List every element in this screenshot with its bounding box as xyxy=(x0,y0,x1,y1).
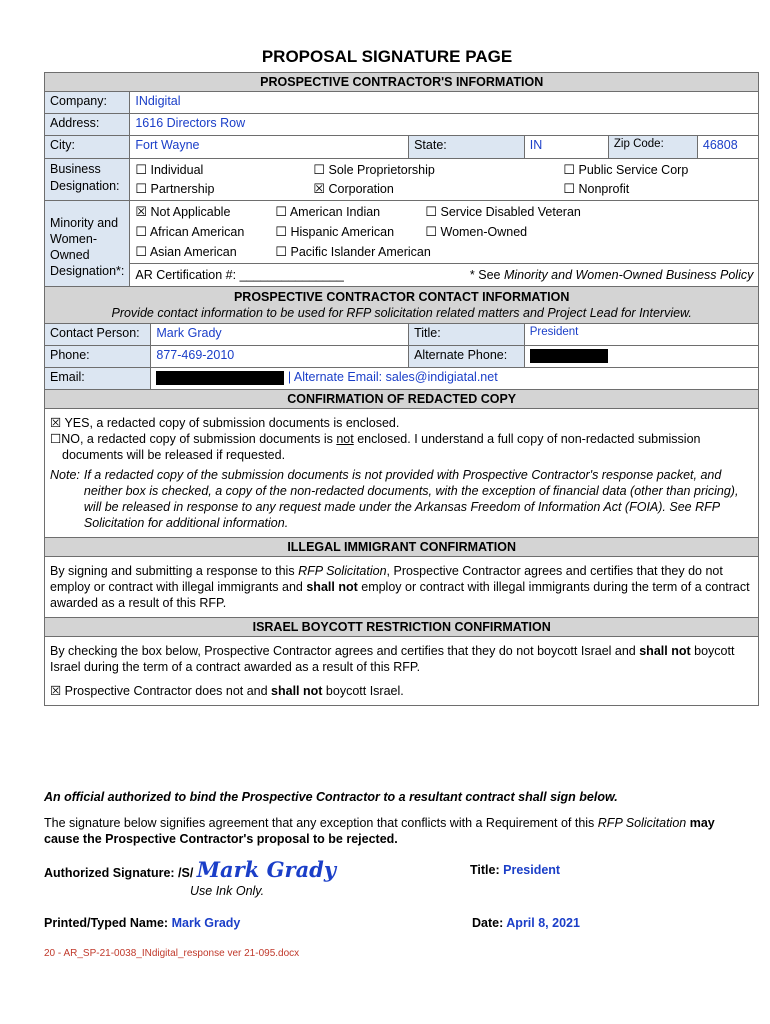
minority-designation-label: Minority and Women-Owned Designation*: xyxy=(45,201,130,287)
minority-option-service-disabled-veteran[interactable]: ☐ Service Disabled Veteran xyxy=(425,204,581,219)
minority-option-not-applicable[interactable]: ☒ Not Applicable xyxy=(135,204,231,219)
alternate-phone-value[interactable] xyxy=(524,346,759,368)
authorized-signature[interactable]: Mark Grady xyxy=(196,857,337,882)
title-value[interactable]: President xyxy=(524,324,759,346)
redacted-note: Note: If a redacted copy of the submission documents is not provided with Prospective Contractor's response packet, and neither box is checked, a copy of the non-redacted documents, with the exception of financial data (other than pricing), will be released in response to any request made under the Arkansas Freedom of Information Act (FOIA). See RFP Solicitation for additional information. xyxy=(50,468,739,530)
business-option-nonprofit[interactable]: ☐ Nonprofit xyxy=(563,181,630,196)
email-label: Email: xyxy=(45,368,151,390)
redacted-no-option[interactable]: ☐NO, a redacted copy of submission documents is not enclosed. I understand a full copy of non-redacted submission documents will be released if requested. xyxy=(50,432,701,462)
minority-option-hispanic-american[interactable]: ☐ Hispanic American xyxy=(275,224,395,239)
address-label: Address: xyxy=(45,114,130,136)
company-value[interactable]: INdigital xyxy=(130,92,759,114)
phone-value[interactable]: 877-469-2010 xyxy=(151,346,409,368)
address-value[interactable]: 1616 Directors Row xyxy=(130,114,759,136)
city-value[interactable]: Fort Wayne xyxy=(130,136,409,159)
illegal-immigrant-text: By signing and submitting a response to this RFP Solicitation, Prospective Contractor agrees and certifies that they do not employ or contract with illegal immigrants and shall not employ or contract with illegal immigrants during the term of a contract awarded as a result of this RFP. xyxy=(45,557,759,618)
redacted-copy-section xyxy=(45,409,759,538)
email-value[interactable] xyxy=(151,368,759,390)
signature-title: Title: President xyxy=(470,863,561,877)
alternate-email: | Alternate Email: sales@indigiatal.net xyxy=(287,370,498,384)
page-title: PROPOSAL SIGNATURE PAGE xyxy=(261,47,513,66)
redaction-block xyxy=(156,371,284,385)
israel-boycott-text: By checking the box below, Prospective Contractor agrees and certifies that they do not boycott Israel and shall not boycott Israel during the term of a contract awarded as a result of this RFP. xyxy=(50,644,735,674)
redaction-block xyxy=(530,349,608,363)
signature-form xyxy=(44,72,759,706)
contact-person-value[interactable]: Mark Grady xyxy=(151,324,409,346)
israel-boycott-checkbox[interactable]: ☒ Prospective Contractor does not and shall not boycott Israel. xyxy=(50,684,404,698)
printed-name-value[interactable]: Mark Grady xyxy=(171,916,241,930)
zip-value[interactable]: 46808 xyxy=(702,138,738,152)
authorized-signature-label: Authorized Signature: /S/ xyxy=(44,866,194,880)
contact-info-header: PROSPECTIVE CONTRACTOR CONTACT INFORMATION Provide contact information to be used for RFP solicitation related matters and Project Lead for Interview. xyxy=(45,287,759,324)
contact-info-subheader: Provide contact information to be used for RFP solicitation related matters and Project Lead for Interview. xyxy=(111,306,692,320)
alternate-phone-label: Alternate Phone: xyxy=(409,346,525,368)
redacted-copy-header: CONFIRMATION OF REDACTED COPY xyxy=(45,390,759,409)
printed-name-row xyxy=(44,916,730,930)
contact-person-label: Contact Person: xyxy=(45,324,151,346)
signature-row xyxy=(44,857,730,882)
israel-boycott-section xyxy=(45,637,759,706)
ink-note: Use Ink Only. xyxy=(190,884,265,898)
footer-filename: 20 - AR_SP-21-0038_INdigital_response ver 21-095.docx xyxy=(44,948,300,959)
redacted-yes-option[interactable]: ☒ YES, a redacted copy of submission documents is enclosed. xyxy=(50,416,400,430)
business-designation-label: Business Designation: xyxy=(45,159,130,201)
israel-boycott-header: ISRAEL BOYCOTT RESTRICTION CONFIRMATION xyxy=(45,618,759,637)
business-option-public-service-corp[interactable]: ☐ Public Service Corp xyxy=(563,162,689,177)
minority-options xyxy=(130,201,759,264)
city-label: City: xyxy=(45,136,130,159)
state-label: State: xyxy=(409,136,525,159)
minority-option-african-american[interactable]: ☐ African American xyxy=(135,224,245,239)
business-option-partnership[interactable]: ☐ Partnership xyxy=(135,181,215,196)
ar-certification-field[interactable]: AR Certification #: _______________ xyxy=(135,268,344,282)
business-option-corporation[interactable]: ☒ Corporation xyxy=(313,181,394,196)
zip-cell xyxy=(608,136,758,159)
business-option-individual[interactable]: ☐ Individual xyxy=(135,162,204,177)
printed-name-label: Printed/Typed Name: xyxy=(44,916,169,930)
policy-note: * See Minority and Women-Owned Business Policy xyxy=(469,268,754,282)
title-label: Title: xyxy=(409,324,525,346)
minority-option-women-owned[interactable]: ☐ Women-Owned xyxy=(425,224,528,239)
zip-label: Zip Code: xyxy=(609,136,698,158)
contractor-info-header: PROSPECTIVE CONTRACTOR'S INFORMATION xyxy=(45,73,759,92)
business-option-sole-proprietorship[interactable]: ☐ Sole Proprietorship xyxy=(313,162,435,177)
company-label: Company: xyxy=(45,92,130,114)
business-options xyxy=(130,159,759,201)
official-statement: An official authorized to bind the Prospective Contractor to a resultant contract shall sign below. xyxy=(44,790,618,804)
date-field: Date: April 8, 2021 xyxy=(472,916,580,930)
phone-label: Phone: xyxy=(45,346,151,368)
agreement-statement: The signature below signifies agreement that any exception that conflicts with a Requirement of this RFP Solicitation may cause the Prospective Contractor's proposal to be rejected. xyxy=(44,816,715,846)
minority-option-pacific-islander[interactable]: ☐ Pacific Islander American xyxy=(275,244,431,259)
ar-certification-row xyxy=(130,264,759,287)
minority-option-asian-american[interactable]: ☐ Asian American xyxy=(135,244,237,259)
minority-option-american-indian[interactable]: ☐ American Indian xyxy=(275,204,381,219)
state-value[interactable]: IN xyxy=(524,136,608,159)
illegal-immigrant-header: ILLEGAL IMMIGRANT CONFIRMATION xyxy=(45,538,759,557)
